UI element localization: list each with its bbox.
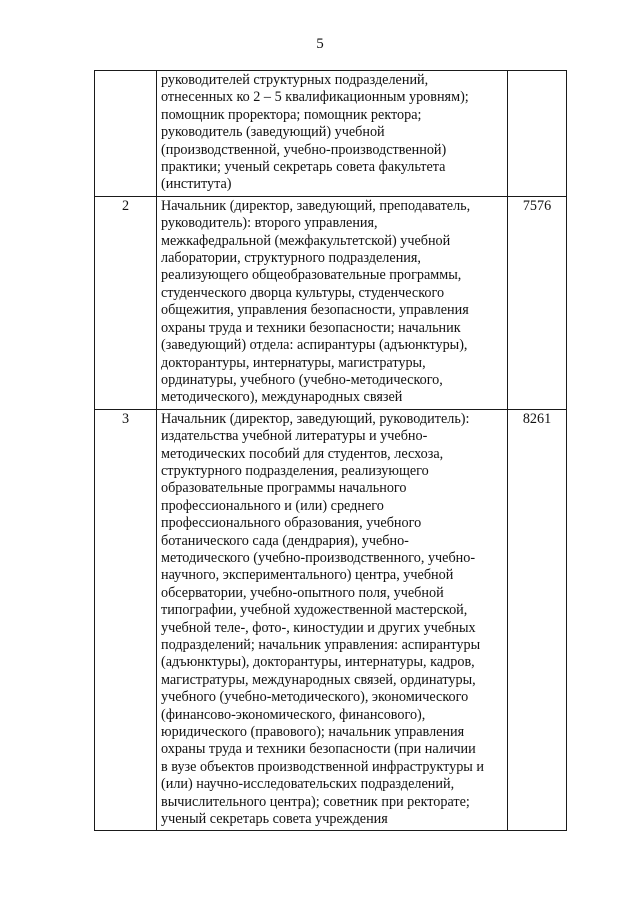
table-row bbox=[95, 409, 567, 831]
description-line: (заведующий) отдела: аспирантуры (адъюнктуры), bbox=[161, 337, 468, 354]
description-line: издательства учебной литературы и учебно- bbox=[161, 428, 428, 445]
description-line: (производственной, учебно-производственной) bbox=[161, 141, 447, 158]
position-description-cell bbox=[157, 71, 508, 197]
description-line: юридического (правового); начальник управления bbox=[161, 724, 465, 741]
description-line: (института) bbox=[161, 176, 232, 193]
row-number: 2 bbox=[121, 197, 130, 214]
description-line: (адъюнктуры), докторантуры, интернатуры, кадров, bbox=[161, 654, 475, 671]
description-line: межкафедральной (межфакультетской) учебной bbox=[161, 232, 451, 249]
description-line: профессионального и (или) среднего bbox=[161, 497, 384, 514]
salary-value-cell bbox=[508, 71, 567, 197]
description-line: вычислительного центра); советник при ректорате; bbox=[161, 793, 470, 810]
description-line: учебного (учебно-методического), экономического bbox=[161, 689, 469, 706]
description-line: подразделений; начальник управления: аспирантуры bbox=[161, 637, 481, 653]
description-line: помощник проректора; помощник ректора; bbox=[161, 106, 422, 123]
row-number-cell bbox=[95, 196, 157, 409]
description-line: магистратуры, международных связей, ординатуры, bbox=[161, 671, 476, 688]
description-line: практики; ученый секретарь совета факультета bbox=[161, 159, 446, 176]
description-line: типографии, учебной художественной мастерской, bbox=[161, 602, 468, 619]
row-number-cell bbox=[95, 71, 157, 197]
description-line: обсерватории, учебно-опытного поля, учебной bbox=[161, 584, 444, 601]
description-line: научного, экспериментального) центра, учебной bbox=[161, 567, 454, 584]
description-line: профессионального образования, учебного bbox=[161, 515, 422, 532]
position-description-cell bbox=[157, 196, 508, 409]
description-line: отнесенных ко 2 – 5 квалификационным уровням); bbox=[161, 89, 469, 106]
table-row bbox=[95, 71, 567, 197]
description-line: структурного подразделения, реализующего bbox=[161, 462, 429, 479]
description-line: докторантуры, интернатуры, магистратуры, bbox=[161, 354, 426, 371]
position-description-cell bbox=[157, 409, 508, 831]
description-line: методических пособий для студентов, лесхоза, bbox=[161, 445, 444, 462]
salary-table bbox=[94, 70, 567, 831]
salary-value-cell bbox=[508, 409, 567, 831]
table-row bbox=[95, 196, 567, 409]
description-line: студенческого дворца культуры, студенческого bbox=[161, 284, 445, 301]
row-number bbox=[95, 71, 156, 72]
salary-value bbox=[508, 71, 566, 72]
description-line: образовательные программы начального bbox=[161, 480, 407, 497]
description-line: (или) научно-исследовательских подразделений, bbox=[161, 776, 455, 793]
row-number: 3 bbox=[121, 410, 130, 427]
description-line: ботанического сада (дендрария), учебно- bbox=[161, 532, 409, 549]
page-number: 5 bbox=[316, 36, 324, 52]
description-line: реализующего общеобразовательные программы, bbox=[161, 267, 462, 284]
description-line: лаборатории, структурного подразделения, bbox=[161, 250, 421, 267]
salary-value: 7576 bbox=[522, 197, 552, 214]
description-line: ученый секретарь совета учреждения bbox=[161, 811, 388, 828]
description-line: методического (учебно-производственного, учебно- bbox=[161, 549, 476, 566]
description-line: Начальник (директор, заведующий, руководитель): bbox=[161, 410, 470, 427]
salary-value: 8261 bbox=[522, 410, 552, 427]
description-line: Начальник (директор, заведующий, преподаватель, bbox=[161, 197, 471, 214]
description-line: учебной теле-, фото-, киностудии и других учебных bbox=[161, 619, 476, 636]
description-line: охраны труда и техники безопасности (при наличии bbox=[161, 741, 476, 758]
description-line: руководитель (заведующий) учебной bbox=[161, 124, 385, 141]
row-number-cell bbox=[95, 409, 157, 831]
description-line: общежития, управления безопасности, управления bbox=[161, 302, 469, 319]
description-line: руководителей структурных подразделений, bbox=[161, 72, 429, 88]
description-line: в вузе объектов производственной инфраструктуры и bbox=[161, 758, 484, 775]
salary-value-cell bbox=[508, 196, 567, 409]
description-line: ординатуры, учебного (учебно-методического, bbox=[161, 371, 443, 388]
description-line: руководитель): второго управления, bbox=[161, 215, 378, 232]
description-line: (финансово-экономического, финансового), bbox=[161, 706, 426, 723]
description-line: охраны труда и техники безопасности; начальник bbox=[161, 319, 461, 336]
table-body bbox=[95, 71, 567, 831]
description-line: методического), международных связей bbox=[161, 389, 403, 406]
